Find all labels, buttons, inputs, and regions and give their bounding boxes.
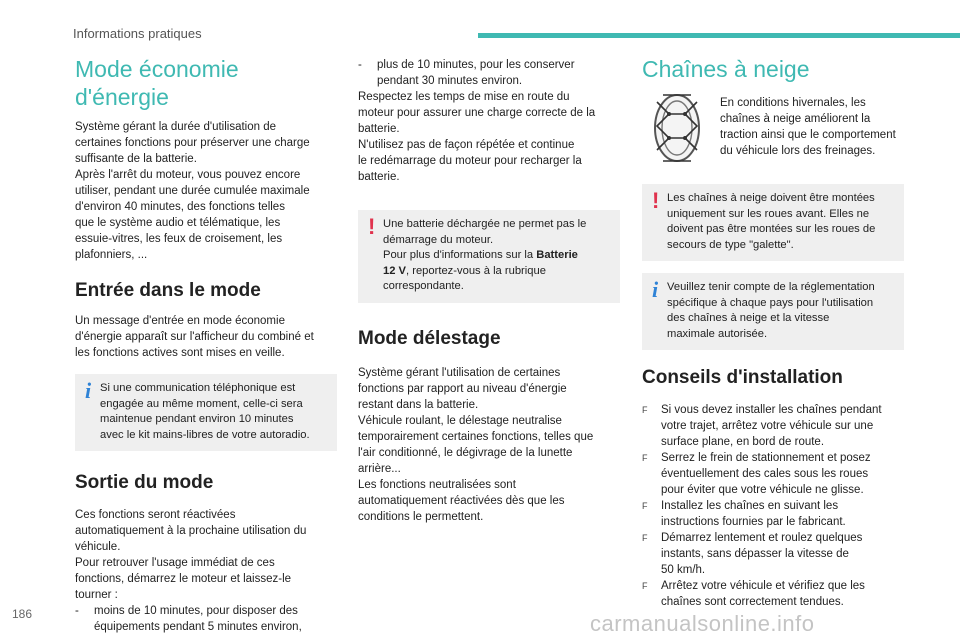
text-line: Démarrez lentement et roulez quelques xyxy=(661,532,863,544)
list-item xyxy=(642,530,904,578)
text-line: uniquement sur les roues avant. Elles ne xyxy=(667,207,870,220)
text-line: instructions fournies par le fabricant. xyxy=(661,516,846,528)
list-item xyxy=(642,402,904,450)
list-item xyxy=(642,578,904,610)
text-line: traction ainsi que le comportement xyxy=(720,129,896,141)
text-line: Après l'arrêt du moteur, vous pouvez encore xyxy=(75,169,301,181)
text-line: Si vous devez installer les chaînes pendant xyxy=(661,404,882,416)
text-line: Un message d'entrée en mode économie xyxy=(75,315,285,327)
entry-mode-heading: Entrée dans le mode xyxy=(75,280,261,301)
snow-chains-title: Chaînes à neige xyxy=(642,56,810,82)
text-line: avec le kit mains-libres de votre autoradio. xyxy=(100,428,310,441)
text-line: surface plane, en bord de route. xyxy=(661,436,825,448)
text-line: essuie-vitres, les feux de croisement, les xyxy=(75,233,283,245)
text-line: engagée au même moment, celle-ci sera xyxy=(100,397,303,410)
dash-marker: - xyxy=(358,59,362,71)
dash-item-under-10 xyxy=(75,603,337,635)
warning-note-battery xyxy=(358,210,620,303)
energy-economy-title: Mode économie d'énergie xyxy=(75,56,239,110)
column-middle xyxy=(358,57,620,525)
text-line: Installez les chaînes en suivant les xyxy=(661,500,839,512)
bullet-icon: F xyxy=(642,405,648,415)
text-line: doivent pas être montées sur les roues de xyxy=(667,223,876,235)
info-note-regulations xyxy=(642,273,904,350)
info-icon: i xyxy=(85,378,92,403)
info-note-phone xyxy=(75,374,337,451)
battery-voltage-reference: 12 V xyxy=(383,264,407,277)
list-item xyxy=(642,450,904,498)
info-note-text xyxy=(667,280,894,342)
text-line: votre trajet, arrêtez votre véhicule sur une xyxy=(661,420,874,432)
text-line: chaînes sont correctement tendues. xyxy=(661,596,844,608)
text-line: certaines fonctions pour préserver une charge xyxy=(75,137,310,149)
text-line: démarrage du moteur. xyxy=(383,233,494,246)
text-line: Les fonctions neutralisées sont xyxy=(358,478,516,491)
battery-text xyxy=(358,57,620,185)
text-line: spécifique à chaque pays pour l'utilisation xyxy=(667,296,874,309)
warning-icon: ! xyxy=(652,188,660,213)
text-line: Les chaînes à neige doivent être montées xyxy=(667,192,875,204)
text-line: arrière... xyxy=(358,462,401,475)
snow-chains-intro-row xyxy=(642,83,904,164)
text-line: Système gérant la durée d'utilisation de xyxy=(75,121,277,133)
text-line: que le système audio et télématique, les xyxy=(75,217,281,229)
text-line: batterie. xyxy=(358,123,400,135)
text-line xyxy=(383,248,610,264)
load-shedding-text xyxy=(358,365,620,525)
installation-tips-list xyxy=(642,402,904,610)
text-line: instants, sans dépasser la vitesse de xyxy=(661,548,849,560)
text-line: maximale autorisée. xyxy=(667,327,768,340)
watermark: carmanualsonline.info xyxy=(590,611,815,636)
info-icon: i xyxy=(652,277,659,302)
text-line: pendant 30 minutes environ. xyxy=(377,75,523,87)
text-line: Pour retrouver l'usage immédiat de ces xyxy=(75,557,275,569)
text-line: suffisante de la batterie. xyxy=(75,153,197,165)
dash-marker: - xyxy=(75,605,79,617)
load-shedding-heading: Mode délestage xyxy=(358,327,501,349)
warning-note-chains xyxy=(642,184,904,261)
text-line: plus de 10 minutes, pour les conserver xyxy=(377,59,575,71)
energy-economy-intro xyxy=(75,119,337,263)
text-line: automatiquement réactivées dès que les xyxy=(358,494,565,507)
text-line: 50 km/h. xyxy=(661,564,706,576)
text-line: correspondante. xyxy=(383,280,464,292)
text-line: utiliser, pendant une durée cumulée maximale xyxy=(75,185,310,197)
text-line: des chaînes à neige et la vitesse xyxy=(667,312,830,324)
text-line: fonctions, démarrez le moteur et laissez-le xyxy=(75,573,292,585)
text-line: chaînes à neige améliorent la xyxy=(720,113,871,125)
text-line: Véhicule roulant, le délestage neutralise xyxy=(358,414,562,427)
bullet-icon: F xyxy=(642,581,648,591)
entry-mode-text xyxy=(75,313,337,361)
text-line: maintenue pendant environ 10 minutes xyxy=(100,413,294,425)
text-line: moteur pour assurer une charge correcte de la xyxy=(358,107,596,119)
text-line: Respectez les temps de mise en route du xyxy=(358,91,570,103)
text-line: tourner : xyxy=(75,589,118,601)
text-line: moins de 10 minutes, pour disposer des xyxy=(94,605,298,617)
battery-reference: Batterie xyxy=(536,249,578,261)
text-line xyxy=(383,264,610,280)
warning-note-text xyxy=(667,191,894,253)
section-header-title: Informations pratiques xyxy=(73,26,202,41)
text-line: pour éviter que votre véhicule ne glisse. xyxy=(661,484,864,496)
text-line: Serrez le frein de stationnement et posez xyxy=(661,452,871,464)
text-line: secours de type "galette". xyxy=(667,238,794,251)
text-line: plafonniers, ... xyxy=(75,249,148,261)
text-span: , reportez-vous à la rubrique xyxy=(406,264,546,277)
text-line: les fonctions actives sont mises en veille. xyxy=(75,347,285,359)
text-line: du véhicule lors des freinages. xyxy=(720,145,876,157)
installation-tips-heading: Conseils d'installation xyxy=(642,367,843,388)
text-line: Une batterie déchargée ne permet pas le xyxy=(383,218,587,230)
text-line: temporairement certaines fonctions, telles que xyxy=(358,430,594,443)
snow-chains-intro xyxy=(720,95,896,159)
snow-chain-tire-icon xyxy=(647,92,707,164)
text-line: batterie. xyxy=(358,171,400,183)
text-line: véhicule. xyxy=(75,541,121,553)
exit-mode-heading: Sortie du mode xyxy=(75,472,214,493)
bullet-icon: F xyxy=(642,501,648,511)
dash-item-over-10 xyxy=(358,57,620,89)
text-line: restant dans la batterie. xyxy=(358,398,479,411)
text-line: N'utilisez pas de façon répétée et continue xyxy=(358,139,575,151)
info-note-text xyxy=(100,381,327,443)
text-line: Système gérant l'utilisation de certaines xyxy=(358,366,561,379)
text-line: automatiquement à la prochaine utilisation du xyxy=(75,525,307,537)
bullet-icon: F xyxy=(642,453,648,463)
text-line: l'air conditionné, le dégivrage de la lunette xyxy=(358,446,573,459)
text-line: d'énergie apparaît sur l'afficheur du combiné et xyxy=(75,331,314,343)
page-number: 186 xyxy=(12,607,33,621)
text-line: conditions le permettent. xyxy=(358,510,484,523)
text-line: d'environ 40 minutes, des fonctions telles xyxy=(75,201,285,213)
text-line: Veuillez tenir compte de la réglementation xyxy=(667,281,875,293)
text-span: Pour plus d'informations sur la xyxy=(383,249,537,261)
bullet-icon: F xyxy=(642,533,648,543)
warning-icon: ! xyxy=(368,214,376,239)
warning-note-text xyxy=(383,217,610,295)
column-right xyxy=(642,55,904,610)
exit-mode-text xyxy=(75,507,337,635)
text-line: le redémarrage du moteur pour recharger la xyxy=(358,155,582,167)
text-line: fonctions par rapport au niveau d'énergie xyxy=(358,382,567,395)
text-line: Si une communication téléphonique est xyxy=(100,382,296,394)
column-left xyxy=(75,55,337,635)
header-accent-rule xyxy=(478,33,960,38)
text-line: équipements pendant 5 minutes environ, xyxy=(94,621,302,633)
list-item xyxy=(642,498,904,530)
text-line: éventuellement des cales sous les roues xyxy=(661,468,869,480)
text-line: Arrêtez votre véhicule et vérifiez que les xyxy=(661,580,865,592)
text-line: En conditions hivernales, les xyxy=(720,97,866,109)
text-line: Ces fonctions seront réactivées xyxy=(75,509,236,521)
